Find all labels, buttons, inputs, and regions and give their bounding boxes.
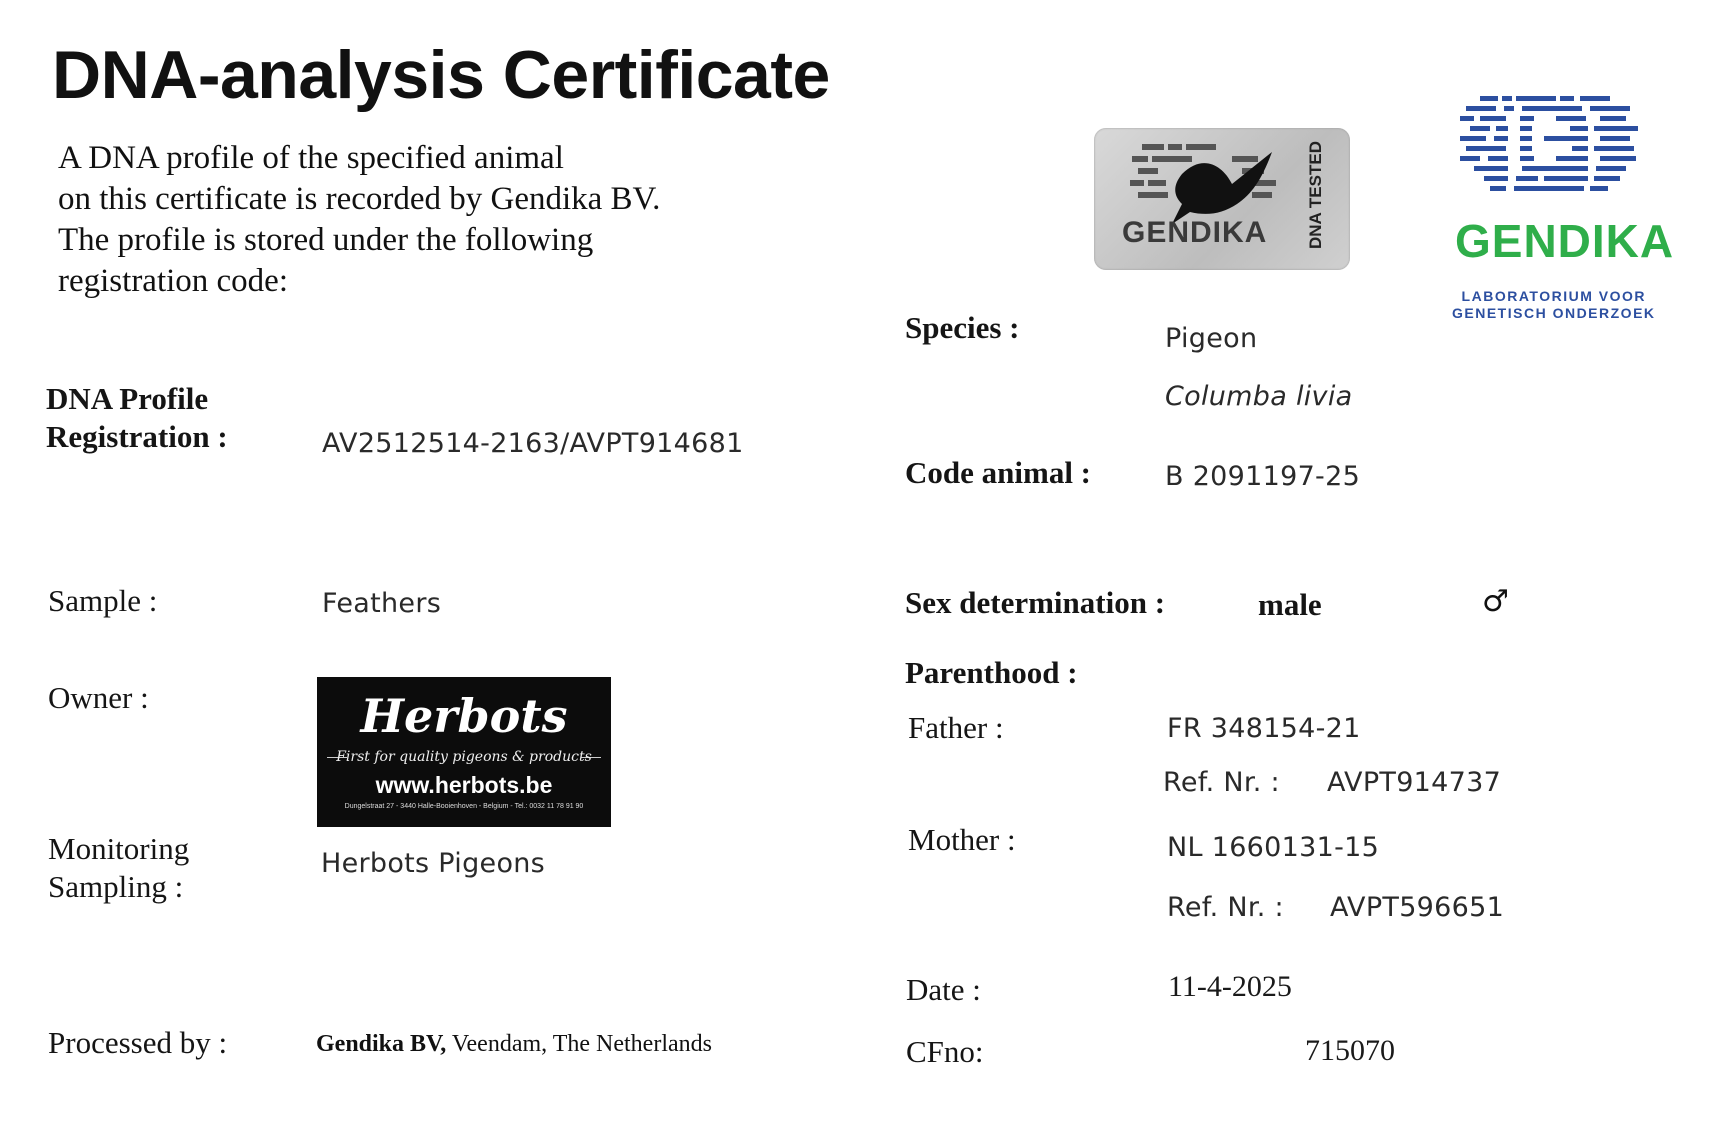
processed-value (316, 1031, 712, 1058)
mother-value: NL 1660131-15 (1167, 832, 1380, 863)
registration-label-line: Registration : (46, 419, 228, 454)
cfno-value: 715070 (1305, 1034, 1395, 1067)
registration-label (46, 380, 228, 456)
date-label: Date : (906, 972, 981, 1007)
code-animal-label: Code animal : (905, 455, 1091, 490)
species-latin: Columba livia (1165, 381, 1353, 412)
male-symbol-icon: ♂ (1482, 584, 1509, 619)
parenthood-label: Parenthood : (905, 655, 1078, 690)
father-ref-label: Ref. Nr. : (1163, 767, 1280, 798)
monitoring-label (48, 830, 189, 906)
processed-location: Veendam, The Netherlands (446, 1031, 712, 1057)
registration-value: AV2512514-2163/AVPT914681 (322, 428, 744, 459)
owner-label: Owner : (48, 680, 149, 715)
species-label: Species : (905, 310, 1020, 345)
badge-brand: GENDIKA (1122, 216, 1268, 249)
mother-ref-label: Ref. Nr. : (1167, 892, 1284, 923)
dna-tested-badge (1094, 128, 1350, 270)
logo-subtitle-line: LABORATORIUM VOOR (1461, 288, 1646, 304)
father-value: FR 348154-21 (1167, 713, 1361, 744)
monitoring-label-line: Sampling : (48, 869, 184, 904)
mother-ref-value: AVPT596651 (1330, 892, 1505, 923)
badge-tag: DNA TESTED (1306, 141, 1325, 249)
mother-label: Mother : (908, 822, 1016, 857)
intro-text (58, 138, 778, 302)
code-animal-value: B 2091197-25 (1165, 461, 1361, 492)
processed-company: Gendika BV, (316, 1031, 447, 1057)
gendika-logo-subtitle (1452, 288, 1656, 322)
intro-line: registration code: (58, 263, 289, 299)
processed-label: Processed by : (48, 1025, 228, 1060)
sex-value: male (1258, 587, 1322, 622)
monitoring-label-line: Monitoring (48, 831, 190, 866)
gendika-logo-name: GENDIKA (1455, 215, 1675, 267)
sex-label: Sex determination : (905, 585, 1166, 620)
intro-line: on this certificate is recorded by Gendika BV. (58, 181, 661, 217)
gendika-logo-icon (1460, 94, 1650, 209)
stamp-url: www.herbots.be (375, 772, 553, 798)
stamp-tagline: First for quality pigeons & products (336, 749, 592, 765)
sample-label: Sample : (48, 583, 158, 618)
stamp-name: Herbots (360, 689, 568, 743)
stamp-address: Dungelstraat 27 - 3440 Halle-Booienhoven - Belgium - Tel.: 0032 11 78 91 90 (344, 803, 584, 810)
sample-value: Feathers (322, 588, 442, 619)
monitoring-value: Herbots Pigeons (321, 848, 546, 879)
father-ref-value: AVPT914737 (1327, 767, 1502, 798)
certificate-title: DNA-analysis Certificate (52, 37, 830, 113)
father-label: Father : (908, 710, 1004, 745)
intro-line: The profile is stored under the following (58, 222, 594, 258)
logo-subtitle-line: GENETISCH ONDERZOEK (1452, 305, 1656, 321)
species-common: Pigeon (1165, 323, 1258, 354)
intro-line: A DNA profile of the specified animal (58, 140, 564, 176)
registration-label-line: DNA Profile (46, 381, 209, 416)
cfno-label: CFno: (906, 1034, 984, 1069)
owner-stamp (317, 677, 611, 827)
date-value: 11-4-2025 (1168, 970, 1292, 1003)
